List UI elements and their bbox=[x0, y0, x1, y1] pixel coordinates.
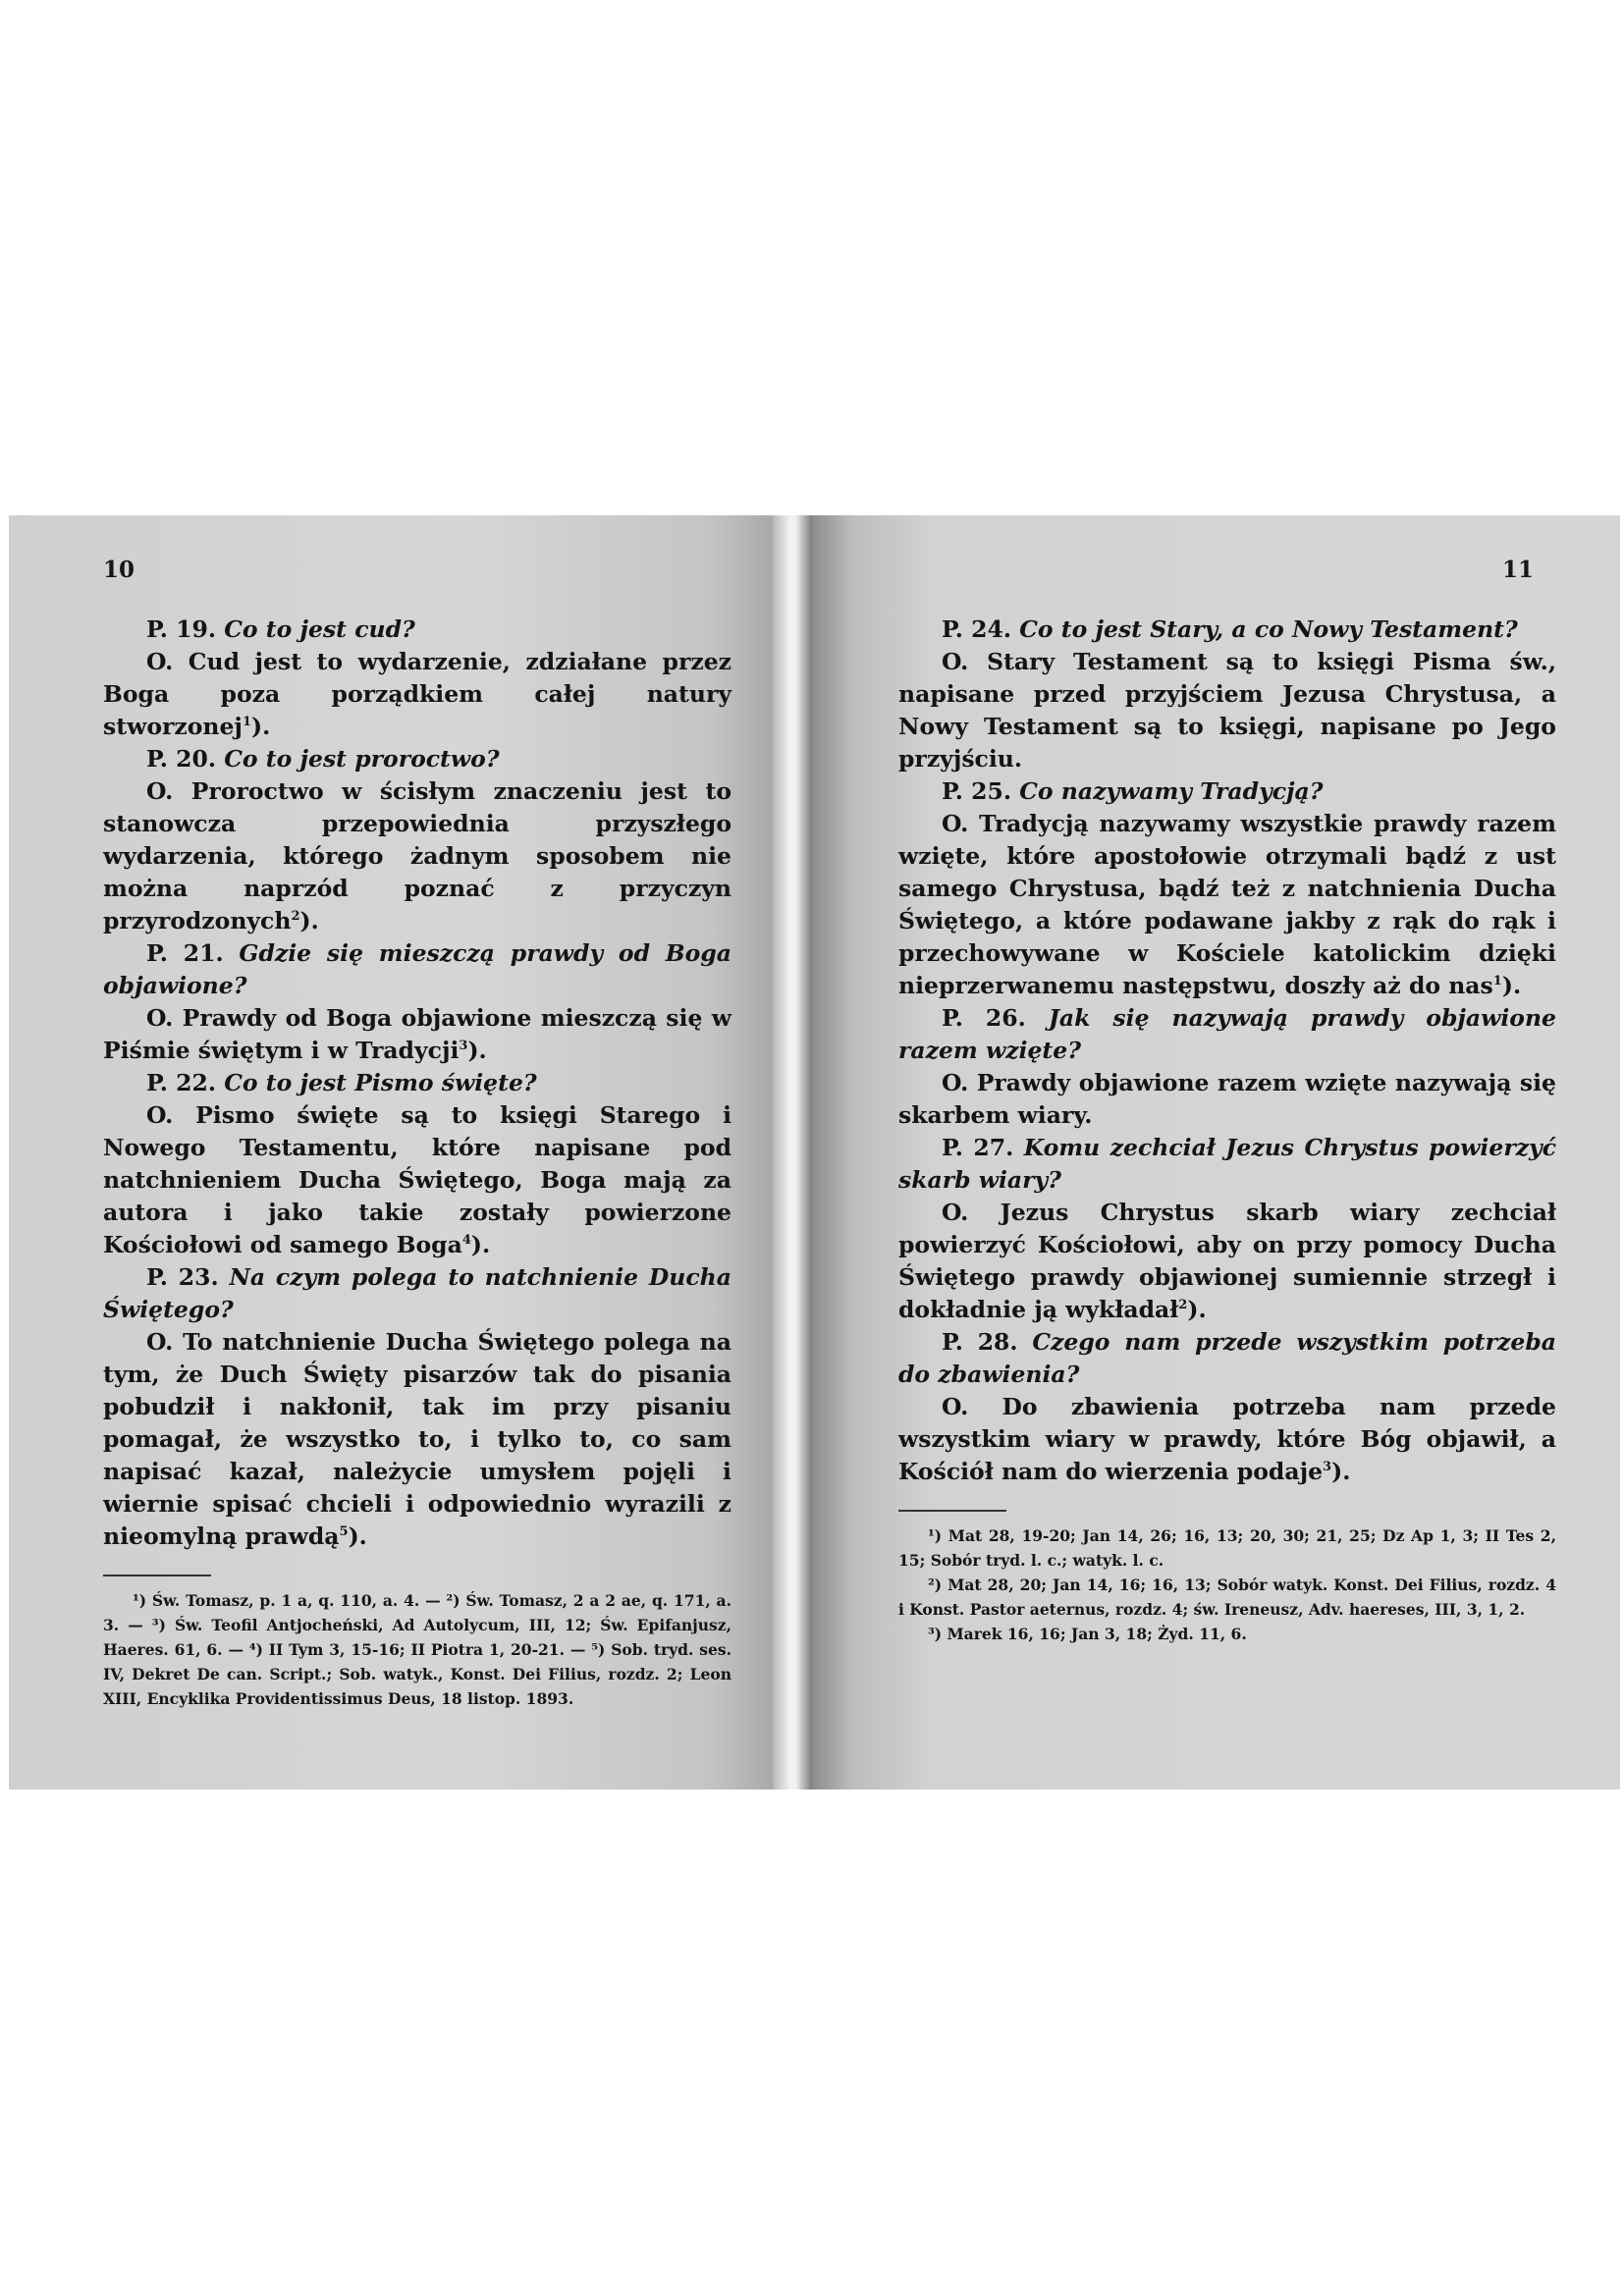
answer bbox=[898, 808, 1556, 1002]
answer-end: ). bbox=[1501, 972, 1522, 999]
right-page-number: 11 bbox=[1502, 557, 1535, 583]
question bbox=[103, 743, 731, 775]
footnote: ³) Marek 16, 16; Jan 3, 18; Żyd. 11, 6. bbox=[928, 1625, 1247, 1643]
answer-end: ). bbox=[348, 1522, 367, 1550]
question-number: P. 28. bbox=[942, 1328, 1018, 1356]
answer-end: ). bbox=[299, 907, 319, 934]
answer-text: O. Stary Testament są to księgi Pisma św., napisane przed przyjściem Jezusa Chrystusa, a Nowy Testament są to księgi, napisane po Jego przyjściu. bbox=[898, 648, 1556, 773]
left-page-number: 10 bbox=[103, 557, 135, 583]
left-footnotes bbox=[103, 1588, 731, 1711]
footnote-ref: 3 bbox=[459, 1039, 468, 1054]
answer bbox=[103, 1326, 731, 1553]
question bbox=[103, 937, 731, 1002]
question bbox=[103, 1261, 731, 1326]
right-page bbox=[812, 515, 1620, 1789]
answer-text: O. Prawdy od Boga objawione mieszczą się w Piśmie świętym i w Tradycji bbox=[103, 1004, 731, 1064]
answer bbox=[898, 1067, 1556, 1132]
answer-text: O. Pismo święte są to księgi Starego i Nowego Testamentu, które napisane pod natchnieniem Ducha Świętego, Boga mają za autora i jako takie zostały powierzone Kościołowi od samego Boga bbox=[103, 1101, 731, 1258]
question-text: Gdzie się mieszczą prawdy od Boga objawione? bbox=[103, 939, 731, 999]
left-page-text bbox=[103, 614, 731, 1711]
answer-text: O. Jezus Chrystus skarb wiary zechciał powierzyć Kościołowi, aby on przy pomocy Ducha Świętego prawdy objawionej sumiennie strzegł i dokładnie ją wykładał bbox=[898, 1199, 1556, 1323]
question-text: Co to jest Stary, a co Nowy Testament? bbox=[1019, 615, 1518, 643]
footnote-ref: 2 bbox=[291, 909, 300, 925]
right-footnotes bbox=[898, 1523, 1556, 1646]
answer-end: ). bbox=[1187, 1296, 1207, 1323]
question bbox=[898, 1132, 1556, 1197]
left-page bbox=[9, 515, 773, 1789]
question-text: Co to jest proroctwo? bbox=[224, 745, 500, 773]
question bbox=[898, 614, 1556, 646]
question-number: P. 25. bbox=[942, 777, 1012, 805]
answer bbox=[898, 1391, 1556, 1488]
question bbox=[898, 1002, 1556, 1067]
question-text: Co to jest Pismo święte? bbox=[224, 1069, 537, 1096]
answer-text: O. Proroctwo w ścisłym znaczeniu jest to stanowcza przepowiednia przyszłego wydarzenia, którego żadnym sposobem nie można naprzód poznać z przyczyn przyrodzonych bbox=[103, 777, 731, 934]
footnote-ref: 2 bbox=[1178, 1298, 1188, 1313]
answer bbox=[898, 1197, 1556, 1326]
book-gutter bbox=[773, 515, 812, 1789]
question-number: P. 23. bbox=[146, 1263, 219, 1291]
answer-end: ). bbox=[470, 1231, 491, 1258]
answer bbox=[103, 1099, 731, 1261]
answer-end: ). bbox=[1331, 1458, 1351, 1485]
footnote: ²) Mat 28, 20; Jan 14, 16; 16, 13; Sobór watyk. Konst. Dei Filius, rozdz. 4 i Konst. Pastor aeternus, rozdz. 4; św. Ireneusz, Adv. haereses, III, 3, 1, 2. bbox=[898, 1575, 1556, 1619]
answer bbox=[103, 1002, 731, 1067]
answer bbox=[898, 646, 1556, 775]
answer bbox=[103, 775, 731, 937]
answer-text: O. Tradycją nazywamy wszystkie prawdy razem wzięte, które apostołowie otrzymali bądź z ust samego Chrystusa, bądź też z natchnienia Ducha Świętego, a które podawane jakby z rąk do rąk i przechowywane w Kościele katolickim dzięki nieprzerwanemu następstwu, doszły aż do nas bbox=[898, 810, 1556, 999]
question-number: P. 19. bbox=[146, 615, 217, 643]
question-text: Co nazywamy Tradycją? bbox=[1019, 777, 1324, 805]
question-number: P. 27. bbox=[942, 1134, 1014, 1161]
answer-text: O. Prawdy objawione razem wzięte nazywają się skarbem wiary. bbox=[898, 1069, 1556, 1129]
footnote-rule bbox=[898, 1510, 1006, 1512]
answer-text: O. Cud jest to wydarzenie, zdziałane przez Boga poza porządkiem całej natury stworzonej bbox=[103, 648, 731, 740]
footnote-ref: 1 bbox=[1492, 974, 1502, 989]
question-number: P. 20. bbox=[146, 745, 217, 773]
question bbox=[103, 614, 731, 646]
question bbox=[103, 1067, 731, 1099]
footnote-ref: 3 bbox=[1323, 1460, 1332, 1475]
footnote-ref: 4 bbox=[461, 1233, 471, 1249]
question bbox=[898, 775, 1556, 808]
footnote: ¹) Św. Tomasz, p. 1 a, q. 110, a. 4. — ²) Św. Tomasz, 2 a 2 ae, q. 171, a. 3. — ³) Św. Teofil Antjocheński, Ad Autolycum, III, 12; Św. Epifanjusz, Haeres. 61, 6. — ⁴) II Tym 3, 15-16; II Piotra 1, 20-21. — ⁵) Sob. tryd. ses. IV, Dekret De can. Script.; Sob. watyk., Konst. Dei Filius, rozdz. 2; Leon XIII, Encyklika Providentissimus Deus, 18 listop. 1893. bbox=[103, 1591, 731, 1708]
answer-end: ). bbox=[467, 1037, 487, 1064]
question-text: Co to jest cud? bbox=[224, 615, 415, 643]
answer-end: ). bbox=[250, 713, 271, 740]
footnote: ¹) Mat 28, 19-20; Jan 14, 26; 16, 13; 20, 30; 21, 25; Dz Ap 1, 3; II Tes 2, 15; Sobór tryd. l. c.; watyk. l. c. bbox=[898, 1526, 1556, 1570]
question-text: Czego nam przede wszystkim potrzeba do zbawienia? bbox=[898, 1328, 1557, 1388]
right-page-text bbox=[898, 614, 1556, 1646]
answer bbox=[103, 646, 731, 743]
footnote-ref: 5 bbox=[339, 1524, 349, 1540]
question-number: P. 21. bbox=[146, 939, 224, 967]
answer-text: O. To natchnienie Ducha Świętego polega na tym, że Duch Święty pisarzów tak do pisania pobudził i nakłonił, tak im przy pisaniu pomagał, że wszystko to, i tylko to, co sam napisać kazał, należycie umysłem pojęli i wiernie spisać chcieli i odpowiednio wyrazili z nieomylną prawdą bbox=[103, 1328, 731, 1550]
footnote-ref: 1 bbox=[242, 715, 251, 730]
question-number: P. 26. bbox=[942, 1004, 1026, 1032]
answer-text: O. Do zbawienia potrzeba nam przede wszystkim wiary w prawdy, które Bóg objawił, a Kościół nam do wierzenia podaje bbox=[898, 1393, 1556, 1485]
question-text: Na czym polega to natchnienie Ducha Świętego? bbox=[103, 1263, 731, 1323]
question-number: P. 22. bbox=[146, 1069, 217, 1096]
question-text: Jak się nazywają prawdy objawione razem wzięte? bbox=[898, 1004, 1556, 1064]
footnote-rule bbox=[103, 1575, 211, 1576]
book-spread bbox=[9, 515, 1620, 1789]
question bbox=[898, 1326, 1556, 1391]
question-number: P. 24. bbox=[942, 615, 1012, 643]
question-text: Komu zechciał Jezus Chrystus powierzyć skarb wiary? bbox=[898, 1134, 1557, 1194]
